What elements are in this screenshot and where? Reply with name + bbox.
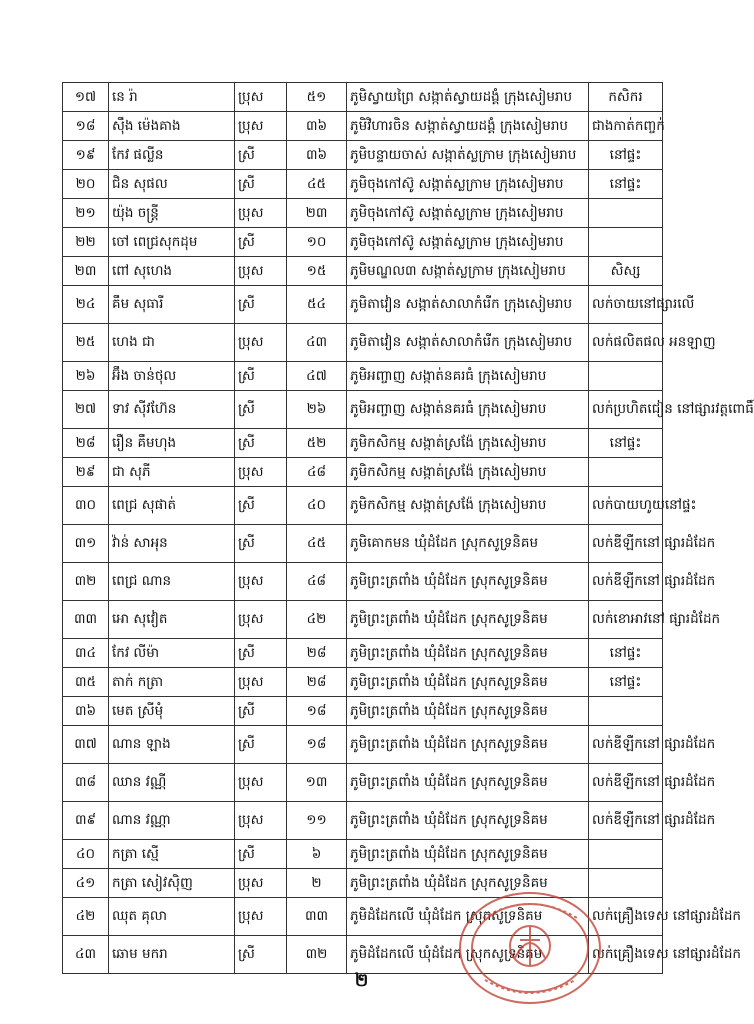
occupation-cell: ជាងកាត់កញ្ចក់ — [589, 112, 663, 141]
occupation-cell: លក់គ្រឿងទេស នៅផ្សារដំដែក — [589, 898, 663, 936]
table-row — [63, 458, 663, 487]
row-number: ២៣ — [63, 257, 109, 286]
sex-cell: ប្រុស — [235, 601, 287, 639]
age-cell: ១៨ — [287, 726, 347, 764]
person-name: ឆោម មករា — [109, 936, 235, 974]
table-row — [63, 257, 663, 286]
age-cell: ១៨ — [287, 697, 347, 726]
table-row — [63, 726, 663, 764]
table-row — [63, 286, 663, 324]
row-number: ២៥ — [63, 324, 109, 362]
sex-cell: ស្រី — [235, 726, 287, 764]
row-number: ៣៤ — [63, 639, 109, 668]
occupation-cell: លក់គ្រឿងទេស នៅផ្សារដំដែក — [589, 936, 663, 974]
age-cell: ៤៥ — [287, 170, 347, 199]
age-cell: ២៦ — [287, 391, 347, 429]
occupation-cell — [589, 697, 663, 726]
address-cell: ភូមិព្រះត្រពាំង ឃុំដំដែក ស្រុកសូទ្រនិគម — [347, 601, 589, 639]
address-cell: ភូមិព្រះត្រពាំង ឃុំដំដែក ស្រុកសូទ្រនិគម — [347, 668, 589, 697]
age-cell: ៥២ — [287, 429, 347, 458]
table-row — [63, 199, 663, 228]
sex-cell: ស្រី — [235, 487, 287, 525]
table-row — [63, 83, 663, 112]
row-number: ២៩ — [63, 458, 109, 487]
age-cell: ២៨ — [287, 668, 347, 697]
address-cell: ភូមិដំដែកលើ ឃុំដំដែក ស្រុកសូទ្រនិគម — [347, 898, 589, 936]
row-number: ៣៦ — [63, 697, 109, 726]
table-row — [63, 362, 663, 391]
person-name: នេ រ៉ា — [109, 83, 235, 112]
person-name: ជិន សុផល — [109, 170, 235, 199]
person-name: ពេជ្រ ណាន — [109, 563, 235, 601]
age-cell: ៥៤ — [287, 286, 347, 324]
occupation-cell: លក់ប្រហិតជៀន នៅផ្សារវត្តពោធិ៍ — [589, 391, 663, 429]
person-name: ណាន ឡាង — [109, 726, 235, 764]
row-number: ២០ — [63, 170, 109, 199]
address-cell: ភូមិព្រះត្រពាំង ឃុំដំដែក ស្រុកសូទ្រនិគម — [347, 802, 589, 840]
occupation-cell: កសិករ — [589, 83, 663, 112]
table-row — [63, 697, 663, 726]
person-name: គឹម សុធារី — [109, 286, 235, 324]
address-cell: ភូមិតាវៀន សង្កាត់សាលាកំរើក ក្រុងសៀមរាប — [347, 324, 589, 362]
row-number: ១៧ — [63, 83, 109, 112]
sex-cell: ស្រី — [235, 228, 287, 257]
table-row — [63, 429, 663, 458]
address-cell: ភូមិព្រះត្រពាំង ឃុំដំដែក ស្រុកសូទ្រនិគម — [347, 639, 589, 668]
table-row — [63, 802, 663, 840]
person-name: ស៊ឹង ម៉េងគាង — [109, 112, 235, 141]
sex-cell: ប្រុស — [235, 563, 287, 601]
person-name: កែវ លីម៉ា — [109, 639, 235, 668]
occupation-cell: លក់ឌីឡឺកនៅ ផ្សារដំដែក — [589, 726, 663, 764]
address-cell: ភូមិតាវៀន សង្កាត់សាលាកំរើក ក្រុងសៀមរាប — [347, 286, 589, 324]
address-cell: ភូមិវិហារចិន សង្កាត់ស្វាយដង្គំ ក្រុងសៀមរាប — [347, 112, 589, 141]
row-number: ៤២ — [63, 898, 109, 936]
row-number: ២១ — [63, 199, 109, 228]
official-seal-stamp — [455, 888, 605, 1008]
sex-cell: ស្រី — [235, 429, 287, 458]
sex-cell: ប្រុស — [235, 257, 287, 286]
table-row — [63, 487, 663, 525]
age-cell: ៣៦ — [287, 112, 347, 141]
page-number: ២ — [354, 970, 369, 991]
address-cell: ភូមិបន្ទាយចាស់ សង្កាត់ស្លក្រាម ក្រុងសៀមរាប — [347, 141, 589, 170]
sex-cell: ស្រី — [235, 170, 287, 199]
address-cell: ភូមិស្វាយព្រៃ សង្កាត់ស្វាយដង្គំ ក្រុងសៀមរាប — [347, 83, 589, 112]
sex-cell: ប្រុស — [235, 802, 287, 840]
row-number: ២៨ — [63, 429, 109, 458]
roster-table — [62, 82, 754, 974]
row-number: ៣៣ — [63, 601, 109, 639]
address-cell: ភូមិចុងកៅស៊ូ សង្កាត់ស្លក្រាម ក្រុងសៀមរាប — [347, 199, 589, 228]
table-row — [63, 601, 663, 639]
occupation-cell — [589, 458, 663, 487]
age-cell: ១០ — [287, 228, 347, 257]
age-cell: ២ — [287, 869, 347, 898]
occupation-cell: សិស្ស — [589, 257, 663, 286]
address-cell: ភូមិព្រះត្រពាំង ឃុំដំដែក ស្រុកសូទ្រនិគម — [347, 764, 589, 802]
row-number: ៣៥ — [63, 668, 109, 697]
sex-cell: ប្រុស — [235, 458, 287, 487]
row-number: ៣៧ — [63, 726, 109, 764]
age-cell: ៤៥ — [287, 525, 347, 563]
occupation-cell: លក់ឌីឡឺកនៅ ផ្សារដំដែក — [589, 563, 663, 601]
sex-cell: ស្រី — [235, 525, 287, 563]
occupation-cell: នៅផ្ទះ — [589, 429, 663, 458]
sex-cell: ស្រី — [235, 639, 287, 668]
age-cell: ១១ — [287, 802, 347, 840]
row-number: ២២ — [63, 228, 109, 257]
sex-cell: ប្រុស — [235, 869, 287, 898]
person-name: យ៉ុង ចន្ត្រី — [109, 199, 235, 228]
age-cell: ៣៦ — [287, 141, 347, 170]
table-row — [63, 324, 663, 362]
sex-cell: ស្រី — [235, 362, 287, 391]
occupation-cell — [589, 228, 663, 257]
table-row — [63, 563, 663, 601]
person-name: តាក់ កត្រា — [109, 668, 235, 697]
address-cell: ភូមិកសិកម្ម សង្កាត់ស្រង៉ែ ក្រុងសៀមរាប — [347, 458, 589, 487]
age-cell: ២៣ — [287, 199, 347, 228]
occupation-cell: លក់ឌីឡឺកនៅ ផ្សារដំដែក — [589, 802, 663, 840]
sex-cell: ប្រុស — [235, 112, 287, 141]
sex-cell: ស្រី — [235, 840, 287, 869]
person-name: ឈុត គុលា — [109, 898, 235, 936]
occupation-cell: នៅផ្ទះ — [589, 639, 663, 668]
person-name: ចៅ ពេជ្រសុកដុម — [109, 228, 235, 257]
person-name: រឿន គឹមហុង — [109, 429, 235, 458]
age-cell: ១៥ — [287, 257, 347, 286]
table-row — [63, 764, 663, 802]
row-number: ៤០ — [63, 840, 109, 869]
row-number: ៤៣ — [63, 936, 109, 974]
address-cell: ភូមិព្រះត្រពាំង ឃុំដំដែក ស្រុកសូទ្រនិគម — [347, 726, 589, 764]
roster-body — [63, 83, 754, 974]
occupation-cell: លក់បាយហូយនៅផ្ទះ — [589, 487, 663, 525]
row-number: ២៦ — [63, 362, 109, 391]
occupation-cell: លក់ផលិតផល អនឡាញ — [589, 324, 663, 362]
row-number: ១៩ — [63, 141, 109, 170]
row-number: ២៧ — [63, 391, 109, 429]
address-cell: ភូមិមណ្ឌល៣ សង្កាត់ស្លក្រាម ក្រុងសៀមរាប — [347, 257, 589, 286]
table-row — [63, 639, 663, 668]
occupation-cell — [589, 199, 663, 228]
person-name: អោ សុវៀត — [109, 601, 235, 639]
address-cell: ភូមិអញ្ចាញ សង្កាត់នគរធំ ក្រុងសៀមរាប — [347, 362, 589, 391]
sex-cell: ប្រុស — [235, 324, 287, 362]
address-cell: ភូមិកសិកម្ម សង្កាត់ស្រង៉ែ ក្រុងសៀមរាប — [347, 429, 589, 458]
address-cell: ភូមិចុងកៅស៊ូ សង្កាត់ស្លក្រាម ក្រុងសៀមរាប — [347, 170, 589, 199]
address-cell: ភូមិចុងកៅស៊ូ សង្កាត់ស្លក្រាម ក្រុងសៀមរាប — [347, 228, 589, 257]
age-cell: ៤៧ — [287, 362, 347, 391]
occupation-cell: នៅផ្ទះ — [589, 141, 663, 170]
table-row — [63, 840, 663, 869]
table-row — [63, 668, 663, 697]
age-cell: ២៨ — [287, 639, 347, 668]
address-cell: ភូមិព្រះត្រពាំង ឃុំដំដែក ស្រុកសូទ្រនិគម — [347, 840, 589, 869]
table-row — [63, 228, 663, 257]
occupation-cell: នៅផ្ទះ — [589, 668, 663, 697]
person-name: ហេង ជា — [109, 324, 235, 362]
sex-cell: ស្រី — [235, 936, 287, 974]
person-name: កត្រា ស្មើ — [109, 840, 235, 869]
person-name: វ៉ាន់ សាអុន — [109, 525, 235, 563]
address-cell: ភូមិព្រះត្រពាំង ឃុំដំដែក ស្រុកសូទ្រនិគម — [347, 869, 589, 898]
person-name: កែវ ផល្លីន — [109, 141, 235, 170]
occupation-cell: លក់ចាយនៅផ្សារលើ — [589, 286, 663, 324]
row-number: ៣៨ — [63, 764, 109, 802]
sex-cell: ស្រី — [235, 141, 287, 170]
table-row — [63, 170, 663, 199]
person-name: ពៅ សុហេង — [109, 257, 235, 286]
person-name: ជា សុភី — [109, 458, 235, 487]
age-cell: ៥១ — [287, 83, 347, 112]
address-cell: ភូមិព្រះត្រពាំង ឃុំដំដែក ស្រុកសូទ្រនិគម — [347, 697, 589, 726]
occupation-cell: លក់ខោអាវនៅ ផ្សារដំដែក — [589, 601, 663, 639]
table-row — [63, 525, 663, 563]
occupation-cell — [589, 362, 663, 391]
address-cell: ភូមិកសិកម្ម សង្កាត់ស្រង៉ែ ក្រុងសៀមរាប — [347, 487, 589, 525]
person-name: ណាន វណ្ណា — [109, 802, 235, 840]
person-name: មេត ស្រីមុំ — [109, 697, 235, 726]
age-cell: ៤០ — [287, 487, 347, 525]
address-cell: ភូមិព្រះត្រពាំង ឃុំដំដែក ស្រុកសូទ្រនិគម — [347, 563, 589, 601]
sex-cell: ប្រុស — [235, 668, 287, 697]
sex-cell: ស្រី — [235, 697, 287, 726]
row-number: ៣២ — [63, 563, 109, 601]
age-cell: ៦ — [287, 840, 347, 869]
age-cell: ៤៨ — [287, 563, 347, 601]
sex-cell: ប្រុស — [235, 764, 287, 802]
age-cell: ៣៣ — [287, 898, 347, 936]
sex-cell: ប្រុស — [235, 83, 287, 112]
person-name: ឈាន វណ្ណី — [109, 764, 235, 802]
table-row — [63, 112, 663, 141]
sex-cell: ស្រី — [235, 391, 287, 429]
age-cell: ៤៣ — [287, 324, 347, 362]
occupation-cell: នៅផ្ទះ — [589, 170, 663, 199]
sex-cell: ប្រុស — [235, 199, 287, 228]
age-cell: ១៣ — [287, 764, 347, 802]
person-name: កត្រា សៀវស៊ិញ — [109, 869, 235, 898]
address-cell: ភូមិដំដែកលើ ឃុំដំដែក ស្រុកសូទ្រនិគម — [347, 936, 589, 974]
row-number: ៤១ — [63, 869, 109, 898]
row-number: ៣១ — [63, 525, 109, 563]
person-name: អ៊ឹង ចាន់ថុល — [109, 362, 235, 391]
age-cell: ៤២ — [287, 601, 347, 639]
person-name: ពេជ្រ សុផាត់ — [109, 487, 235, 525]
row-number: ៣៩ — [63, 802, 109, 840]
age-cell: ៣២ — [287, 936, 347, 974]
sex-cell: ស្រី — [235, 286, 287, 324]
row-number: ២៤ — [63, 286, 109, 324]
occupation-cell — [589, 840, 663, 869]
address-cell: ភូមិគោកមន ឃុំដំដែក ស្រុកសូទ្រនិគម — [347, 525, 589, 563]
address-cell: ភូមិអញ្ចាញ សង្កាត់នគរធំ ក្រុងសៀមរាប — [347, 391, 589, 429]
row-number: ៣០ — [63, 487, 109, 525]
person-name: ទាវ ស៊ីវហ៊ែន — [109, 391, 235, 429]
occupation-cell: លក់ឌីឡឺកនៅ ផ្សារដំដែក — [589, 525, 663, 563]
row-number: ១៨ — [63, 112, 109, 141]
table-row — [63, 141, 663, 170]
age-cell: ៤៨ — [287, 458, 347, 487]
sex-cell: ប្រុស — [235, 898, 287, 936]
occupation-cell: លក់ឌីឡឺកនៅ ផ្សារដំដែក — [589, 764, 663, 802]
table-row — [63, 391, 663, 429]
